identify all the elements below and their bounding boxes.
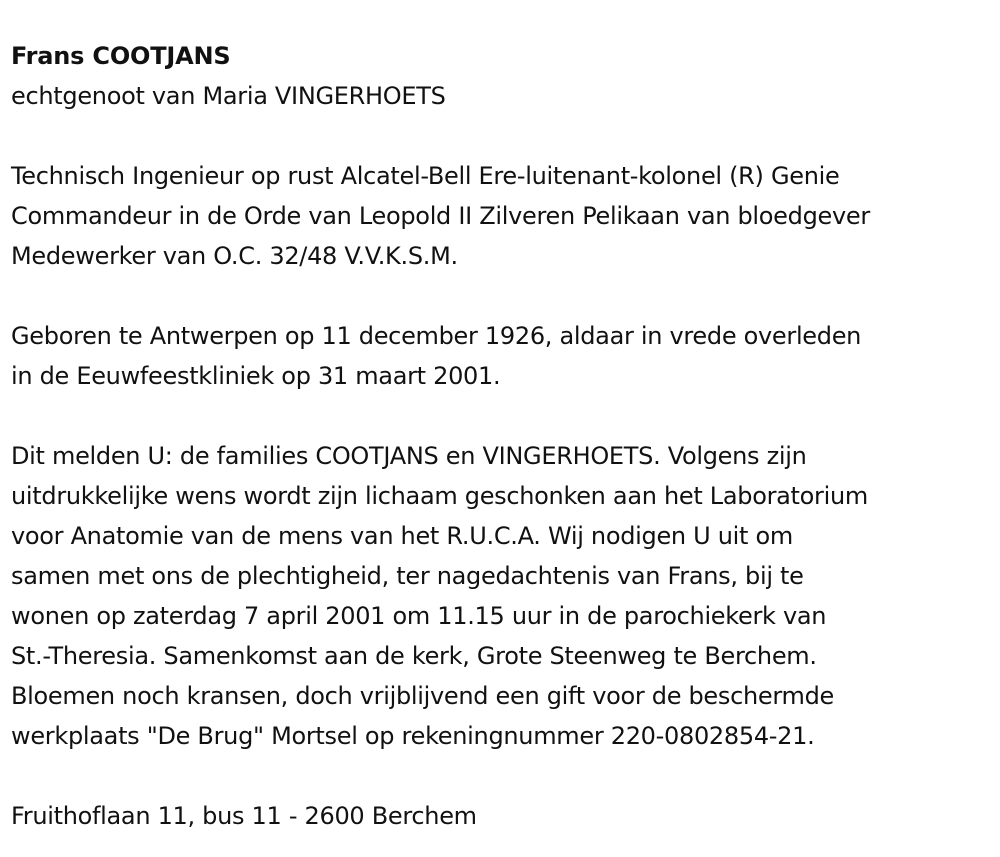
obituary-document xyxy=(11,36,996,836)
announcement-line: voor Anatomie van de mens van het R.U.C.A. Wij nodigen U uit om xyxy=(11,522,793,550)
paragraph-gap xyxy=(11,116,996,156)
announcement-line: uitdrukkelijke wens wordt zijn lichaam geschonken aan het Laboratorium xyxy=(11,482,868,510)
announcement-paragraph xyxy=(11,436,996,756)
paragraph-gap xyxy=(11,276,996,316)
address-line: Fruithoflaan 11, bus 11 - 2600 Berchem xyxy=(11,802,477,830)
announcement-line: Bloemen noch kransen, doch vrijblijvend een gift voor de beschermde xyxy=(11,682,834,710)
titles-line: Medewerker van O.C. 32/48 V.V.K.S.M. xyxy=(11,242,458,270)
deceased-name: Frans COOTJANS xyxy=(11,42,231,70)
spouse-line: echtgenoot van Maria VINGERHOETS xyxy=(11,82,446,110)
announcement-line: Dit melden U: de families COOTJANS en VINGERHOETS. Volgens zijn xyxy=(11,442,807,470)
titles-paragraph xyxy=(11,156,996,276)
birth-death-line: in de Eeuwfeestkliniek op 31 maart 2001. xyxy=(11,362,501,390)
announcement-line: samen met ons de plechtigheid, ter nagedachtenis van Frans, bij te xyxy=(11,562,804,590)
titles-line: Technisch Ingenieur op rust Alcatel-Bell Ere-luitenant-kolonel (R) Genie xyxy=(11,162,840,190)
birth-death-paragraph xyxy=(11,316,996,396)
paragraph-gap xyxy=(11,396,996,436)
announcement-line: St.-Theresia. Samenkomst aan de kerk, Grote Steenweg te Berchem. xyxy=(11,642,817,670)
birth-death-line: Geboren te Antwerpen op 11 december 1926, aldaar in vrede overleden xyxy=(11,322,862,350)
announcement-line: wonen op zaterdag 7 april 2001 om 11.15 uur in de parochiekerk van xyxy=(11,602,827,630)
announcement-line: werkplaats "De Brug" Mortsel op rekeningnummer 220-0802854-21. xyxy=(11,722,815,750)
titles-line: Commandeur in de Orde van Leopold II Zilveren Pelikaan van bloedgever xyxy=(11,202,870,230)
paragraph-gap xyxy=(11,756,996,796)
